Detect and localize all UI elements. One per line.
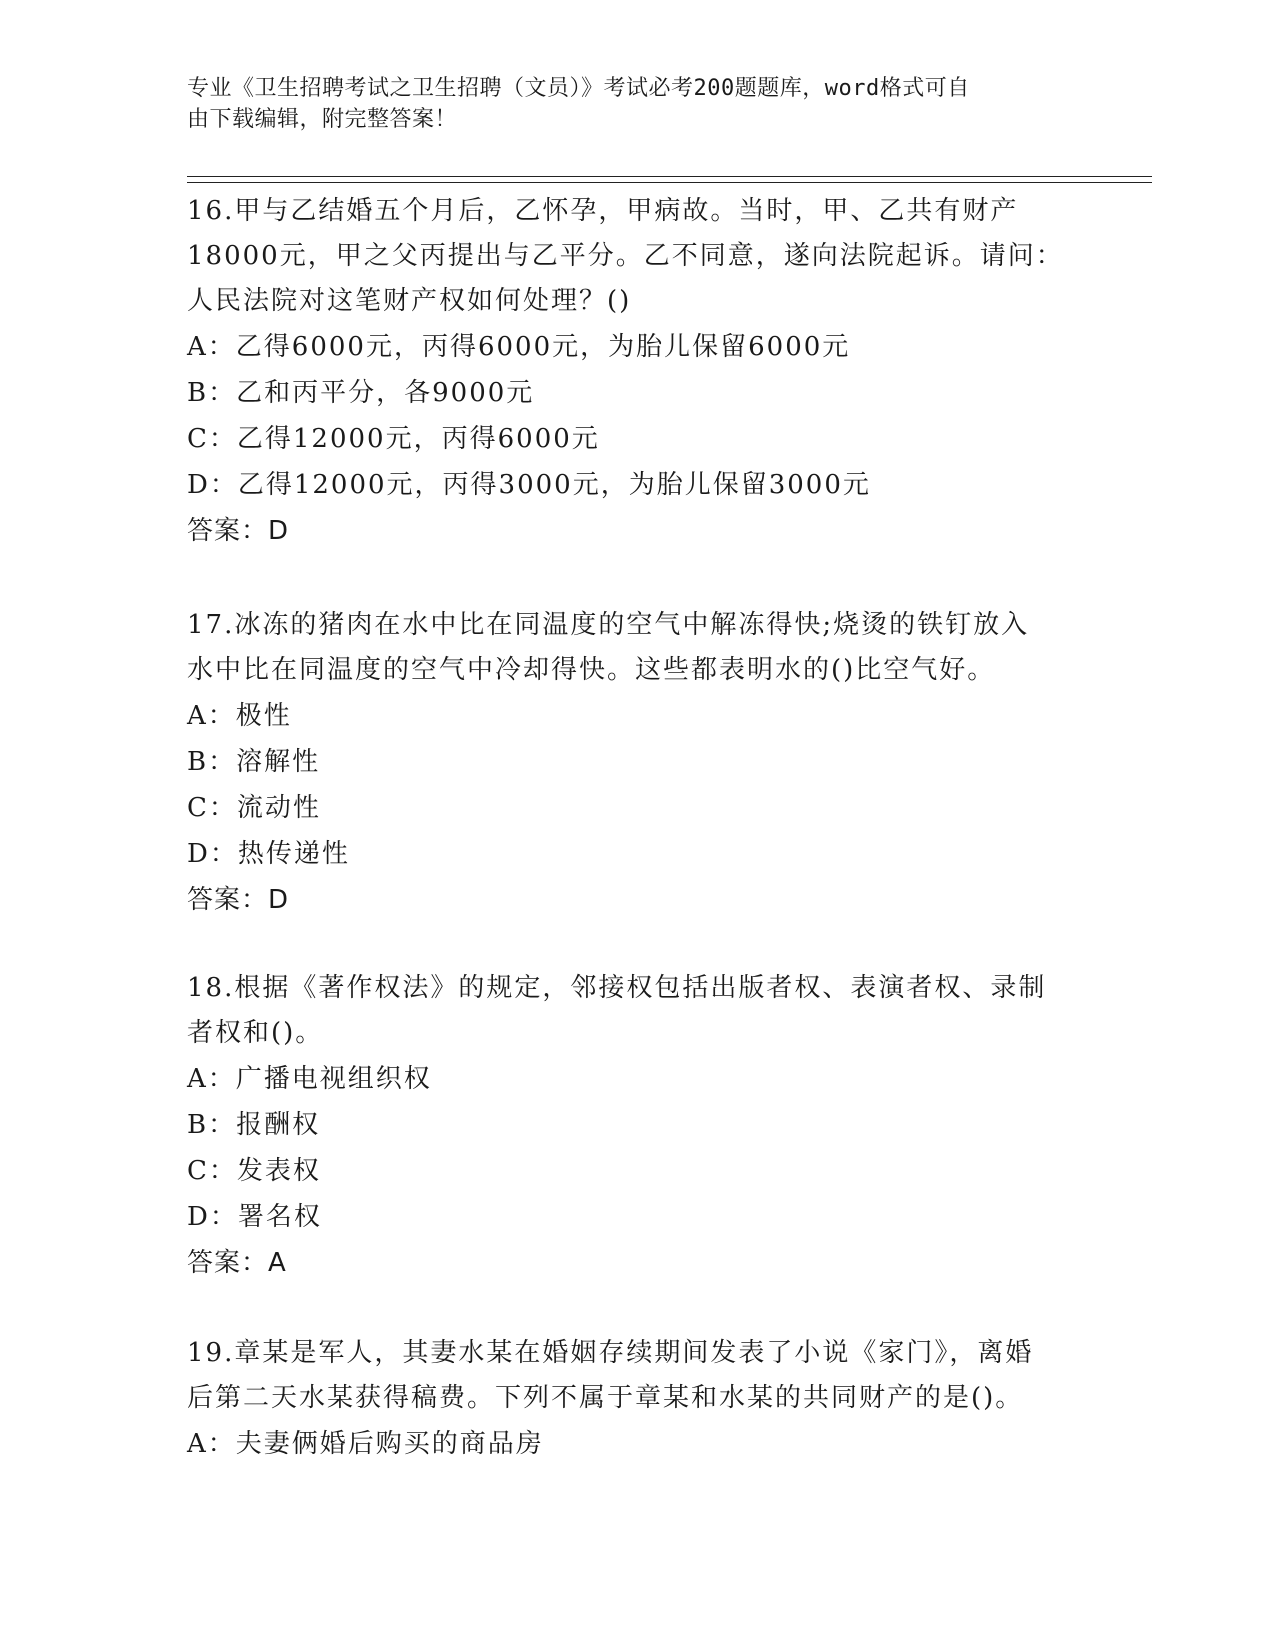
question-stem-line: 18000元，甲之父丙提出与乙平分。乙不同意，遂向法院起诉。请问： <box>187 241 1064 271</box>
question-18 <box>187 966 1087 1286</box>
option-c: C：乙得12000元，丙得6000元 <box>187 424 600 454</box>
option-a: A：极性 <box>187 701 292 731</box>
question-stem-line: 者权和()。 <box>187 1018 324 1048</box>
option-c: C：流动性 <box>187 793 321 823</box>
question-stem-line: 17.冰冻的猪肉在水中比在同温度的空气中解冻得快;烧烫的铁钉放入 <box>187 610 1030 640</box>
question-stem-line: 后第二天水某获得稿费。下列不属于章某和水某的共同财产的是()。 <box>187 1383 1024 1413</box>
answer-line: 答案：D <box>187 516 290 546</box>
header-line-2: 由下载编辑，附完整答案！ <box>187 107 458 132</box>
question-stem-line: 16.甲与乙结婚五个月后，乙怀孕，甲病故。当时，甲、乙共有财产 <box>187 196 1019 226</box>
header-line-1: 专业《卫生招聘考试之卫生招聘（文员）》考试必考200题题库，word格式可自 <box>187 76 970 101</box>
question-16 <box>187 189 1087 554</box>
question-19 <box>187 1331 1087 1467</box>
option-b: B：报酬权 <box>187 1110 321 1140</box>
question-17 <box>187 603 1087 923</box>
option-d: D：署名权 <box>187 1202 322 1232</box>
option-d: D：乙得12000元，丙得3000元，为胎儿保留3000元 <box>187 470 871 500</box>
option-a: A：夫妻俩婚后购买的商品房 <box>187 1429 544 1459</box>
document-header <box>187 73 1067 135</box>
header-divider-bottom <box>187 182 1152 183</box>
question-stem-line: 18.根据《著作权法》的规定，邻接权包括出版者权、表演者权、录制 <box>187 973 1047 1003</box>
question-stem-line: 水中比在同温度的空气中冷却得快。这些都表明水的()比空气好。 <box>187 655 996 685</box>
option-a: A：广播电视组织权 <box>187 1064 432 1094</box>
option-b: B：溶解性 <box>187 747 321 777</box>
question-stem-line: 人民法院对这笔财产权如何处理？() <box>187 286 632 316</box>
answer-line: 答案：A <box>187 1248 287 1278</box>
option-c: C：发表权 <box>187 1156 321 1186</box>
option-b: B：乙和丙平分，各9000元 <box>187 378 535 408</box>
header-divider-top <box>187 176 1152 177</box>
answer-line: 答案：D <box>187 885 290 915</box>
question-stem-line: 19.章某是军人，其妻水某在婚姻存续期间发表了小说《家门》，离婚 <box>187 1338 1034 1368</box>
option-d: D：热传递性 <box>187 839 350 869</box>
option-a: A：乙得6000元，丙得6000元，为胎儿保留6000元 <box>187 332 851 362</box>
